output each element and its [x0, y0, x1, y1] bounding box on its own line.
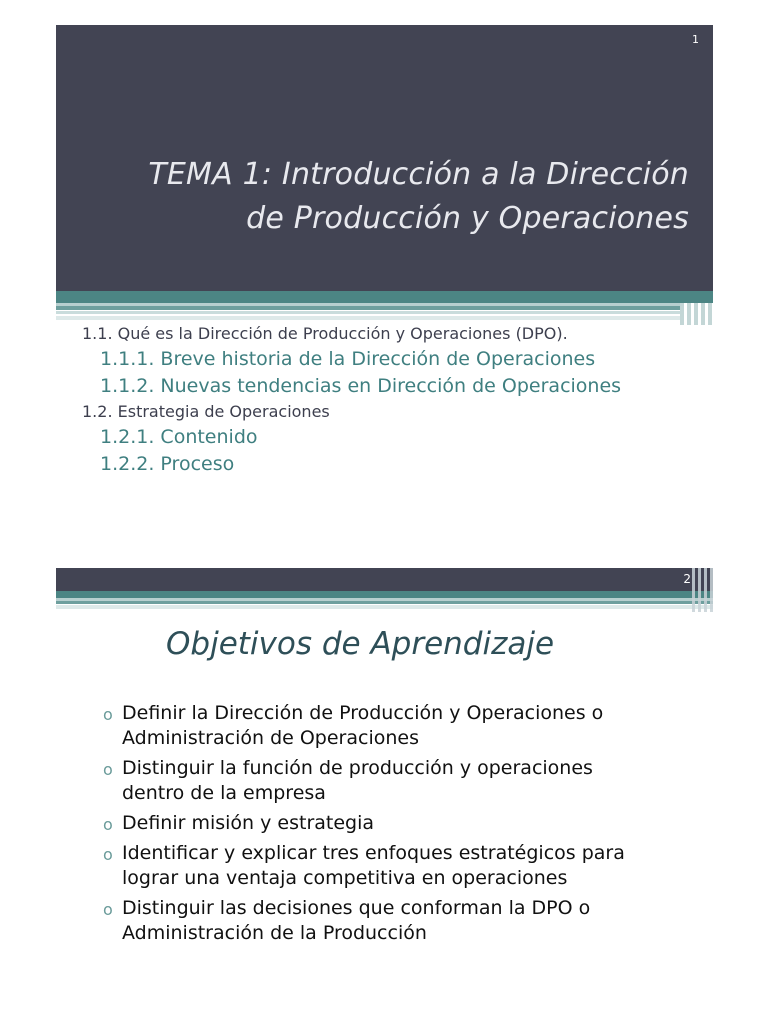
list-item: [103, 841, 703, 891]
slide-1-title-line-1: TEMA 1: Introducción a la Dirección: [148, 157, 689, 192]
objective-line: Administración de Operaciones: [122, 727, 419, 749]
objective-line: Identificar y explicar tres enfoques estratégicos para: [122, 842, 625, 864]
toc-item: 1.2. Estrategia de Operaciones: [82, 402, 330, 421]
list-item: [103, 701, 703, 751]
toc-subitem: 1.2.2. Proceso: [100, 453, 235, 475]
slide-number: 1: [692, 33, 699, 46]
list-item: [103, 811, 703, 836]
circle-bullet-icon: o: [103, 760, 113, 779]
circle-bullet-icon: o: [103, 705, 113, 724]
circle-bullet-icon: o: [103, 845, 113, 864]
toc-item: 1.1. Qué es la Dirección de Producción y Operaciones (DPO).: [82, 324, 568, 343]
objective-line: Definir la Dirección de Producción y Operaciones o: [122, 702, 604, 724]
toc-subitem: 1.1.1. Breve historia de la Dirección de Operaciones: [100, 348, 596, 370]
slide-2-title: Objetivos de Aprendizaje: [166, 626, 555, 662]
decorative-band: [56, 311, 713, 314]
decorative-band: [56, 306, 713, 310]
toc-subitem: 1.1.2. Nuevas tendencias en Dirección de Operaciones: [100, 375, 622, 397]
list-item: [103, 756, 703, 806]
list-item: [103, 896, 703, 946]
objective-line: dentro de la empresa: [122, 782, 326, 804]
slide-1-title: [69, 153, 689, 241]
slide-1-header: [56, 25, 713, 291]
objective-line: Distinguir la función de producción y operaciones: [122, 757, 593, 779]
decorative-band: [56, 316, 713, 320]
objective-line: lograr una ventaja competitiva en operaciones: [122, 867, 568, 889]
decorative-band: [56, 291, 713, 303]
objectives-list: [103, 701, 703, 951]
objective-line: Definir misión y estrategia: [122, 812, 375, 834]
slide-2-header: [56, 568, 713, 591]
decorative-band: [56, 591, 713, 598]
table-of-contents: [82, 322, 702, 478]
decorative-band: [56, 605, 713, 609]
circle-bullet-icon: o: [103, 900, 113, 919]
circle-bullet-icon: o: [103, 815, 113, 834]
slide-number: 2: [683, 572, 691, 586]
toc-subitem: 1.2.1. Contenido: [100, 426, 258, 448]
decorative-band: [56, 601, 713, 604]
decorative-stripes: [692, 568, 713, 612]
slide-1-title-line-2: de Producción y Operaciones: [246, 201, 689, 236]
objective-line: Distinguir las decisiones que conforman la DPO o: [122, 897, 591, 919]
objective-line: Administración de la Producción: [122, 922, 427, 944]
